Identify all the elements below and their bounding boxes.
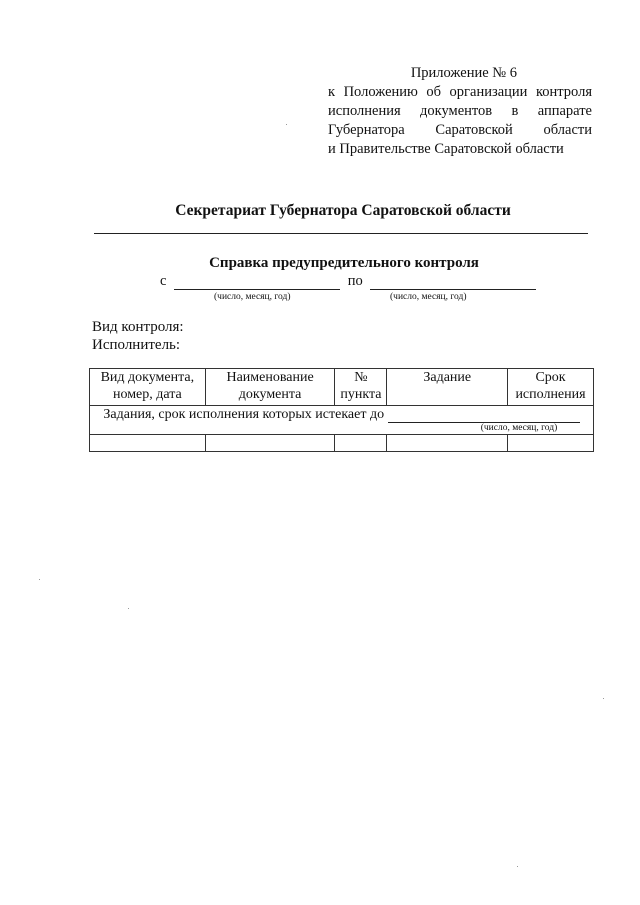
scan-speck	[286, 124, 287, 125]
table-row	[90, 435, 594, 452]
deadline-hint: (число, месяц, год)	[480, 423, 558, 433]
appendix-line-4: и Правительстве Саратовской области	[328, 141, 564, 157]
header-item-number	[335, 369, 387, 406]
date-from-field[interactable]	[174, 275, 340, 290]
org-title-text: Секретариат Губернатора Саратовской области	[175, 202, 511, 219]
header-doc-type	[90, 369, 206, 406]
header-deadline-line1: Срок	[535, 370, 566, 385]
header-task	[387, 369, 508, 406]
deadline-date-field[interactable]	[388, 410, 580, 423]
cell-doc-type[interactable]	[90, 435, 206, 452]
header-deadline-line2: исполнения	[515, 387, 586, 402]
certificate-title-text: Справка предупредительного контроля	[209, 255, 479, 271]
cell-doc-name[interactable]	[205, 435, 335, 452]
scan-speck	[517, 866, 518, 867]
appendix-line-1: к Положению об организации контроля	[328, 84, 592, 100]
deadline-row	[90, 406, 594, 435]
header-deadline	[508, 369, 594, 406]
header-task-line1: Задание	[423, 370, 472, 385]
header-item-number-line2: пункта	[340, 387, 382, 402]
appendix-header	[328, 64, 592, 159]
deadline-line	[92, 406, 591, 423]
header-doc-name	[205, 369, 335, 406]
appendix-line-2: исполнения документов в аппарате	[328, 103, 592, 119]
date-range-row	[160, 273, 536, 290]
table-header-row	[90, 369, 594, 406]
title-divider	[94, 233, 588, 234]
org-title	[0, 202, 640, 220]
date-to-prefix: по	[347, 273, 363, 289]
cell-deadline[interactable]	[508, 435, 594, 452]
scan-speck	[39, 579, 40, 580]
scan-speck	[128, 608, 129, 609]
date-from-prefix: с	[160, 273, 167, 289]
scan-speck	[603, 698, 604, 699]
header-doc-type-line1: Вид документа,	[100, 370, 195, 385]
date-to-hint: (число, месяц, год)	[390, 292, 467, 302]
cell-item-number[interactable]	[335, 435, 387, 452]
date-from-hint: (число, месяц, год)	[214, 292, 291, 302]
deadline-text: Задания, срок исполнения которых истекает до	[103, 407, 385, 422]
executor-label: Исполнитель:	[92, 337, 181, 353]
deadline-cell	[90, 406, 594, 435]
header-doc-name-line2: документа	[238, 387, 302, 402]
header-doc-type-line2: номер, дата	[112, 387, 182, 402]
header-doc-name-line1: Наименование	[226, 370, 314, 385]
control-type-label: Вид контроля:	[92, 319, 184, 335]
certificate-title	[0, 255, 640, 272]
appendix-line-3: Губернатора Саратовской области	[328, 122, 592, 138]
appendix-number: Приложение № 6	[410, 65, 517, 81]
cell-task[interactable]	[387, 435, 508, 452]
header-item-number-line1: №	[354, 370, 368, 385]
date-to-field[interactable]	[370, 275, 536, 290]
tasks-table	[89, 368, 594, 452]
